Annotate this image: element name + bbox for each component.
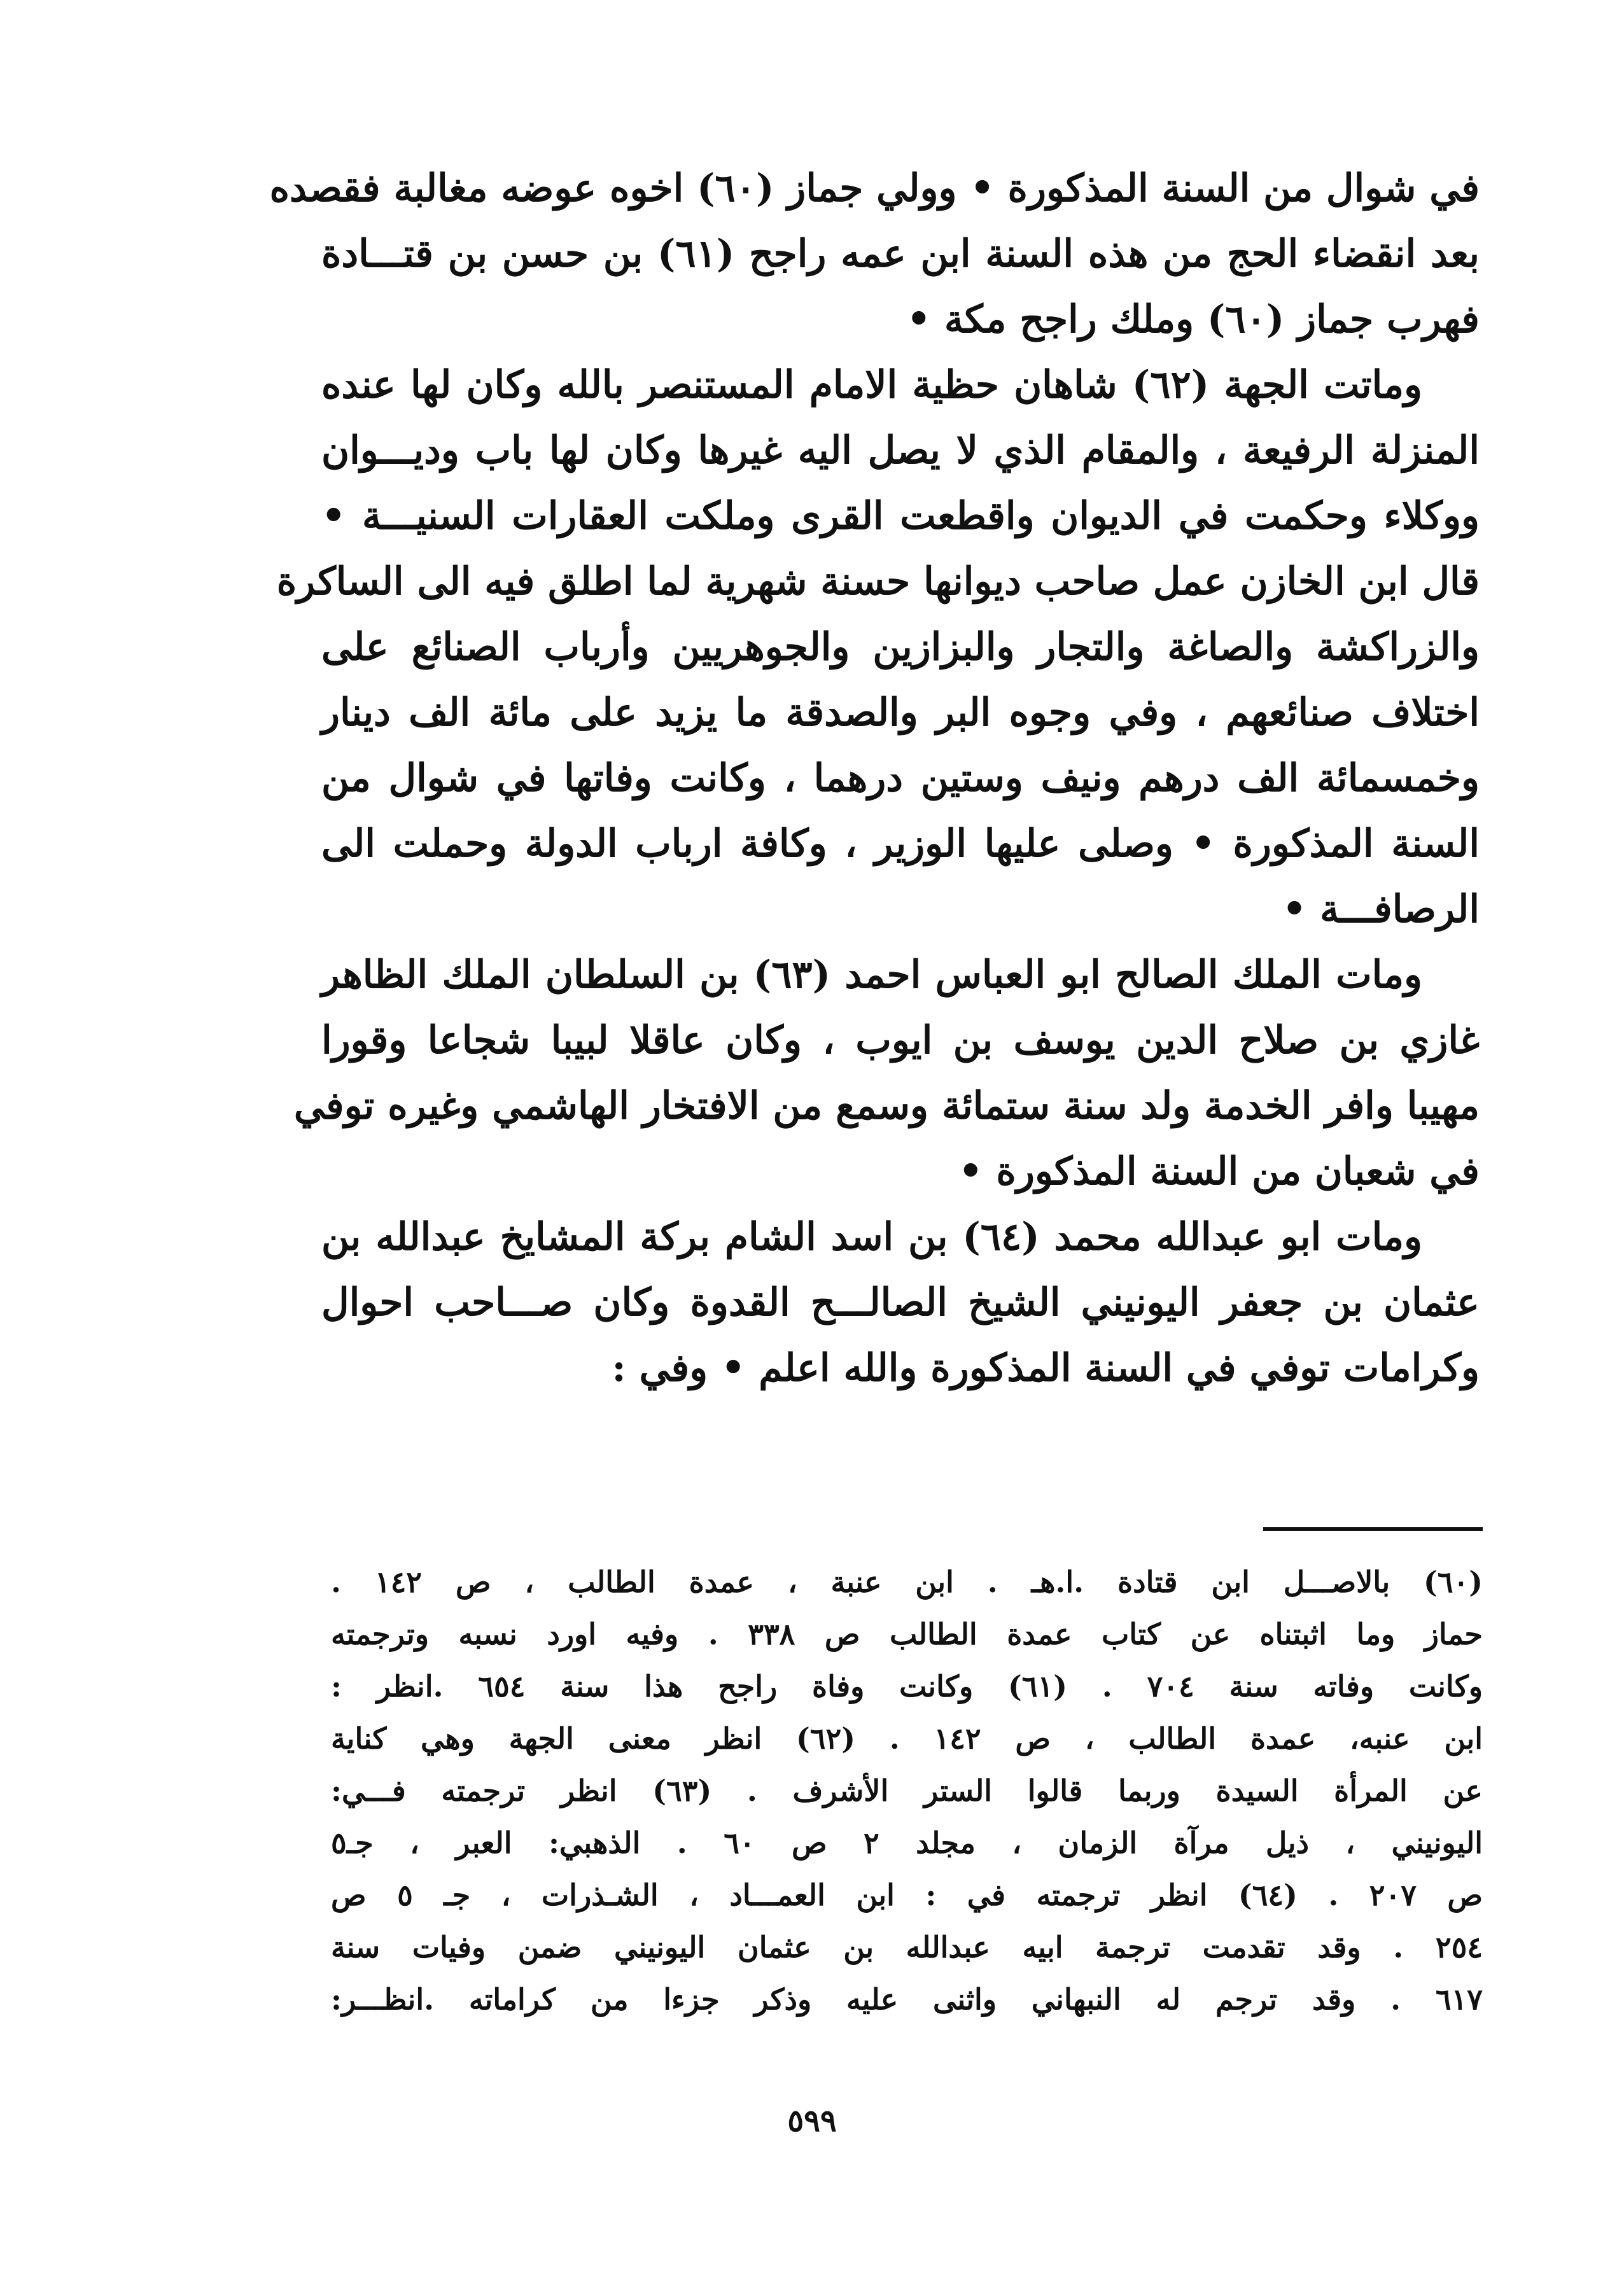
- text-line: في شعبان من السنة المذكورة •: [958, 1149, 1480, 1194]
- footnote-line: ٢٥٤ . وقد تقدمت ترجمة ابيه عبدالله بن عثمان اليونيني ضمن وفيات سنة: [331, 1930, 1483, 1964]
- text-line: السنة المذكورة • وصلى عليها الوزير ، وكافة ارباب الدولة وحملت الى: [321, 822, 1480, 866]
- text-line: فهرب جماز (٦٠) وملك راجح مكة •: [906, 297, 1480, 342]
- text-line: وكرامات توفي في السنة المذكورة والله اعلم • وفي :: [612, 1346, 1480, 1390]
- text-line: مهيبا وافر الخدمة ولد سنة ستمائة وسمع من الافتخار الهاشمي وغيره توفي: [293, 1084, 1480, 1128]
- text-line: ومات ابو عبدالله محمد (٦٤) بن اسد الشام بركة المشايخ عبدالله بن: [321, 1215, 1422, 1259]
- text-line: عثمان بن جعفر اليونيني الشيخ الصالـــح القدوة وكان صـــاحب احوال: [321, 1280, 1480, 1325]
- text-line: بعد انقضاء الحج من هذه السنة ابن عمه راجح (٦١) بن حسن بن قتـــادة: [321, 232, 1480, 276]
- text-line: ووكلاء وحكمت في الديوان واقطعت القرى وملكت العقارات السنيـــة •: [321, 494, 1480, 538]
- footnote-line: حماز وما اثبتناه عن كتاب عمدة الطالب ص ٣٣٨ . وفيه اورد نسبه وترجمته: [331, 1617, 1483, 1651]
- footnote-separator: [1263, 1527, 1483, 1531]
- text-line: والزراكشة والصاغة والتجار والبزازين والجوهريين وأرباب الصنائع على: [321, 625, 1480, 669]
- text-line: اختلاف صنائعهم ، وفي وجوه البر والصدقة ما يزيد على مائة الف دينار: [321, 690, 1480, 735]
- main-text: [269, 156, 1480, 1401]
- footnote-line: ابن عنبه، عمدة الطالب ، ص ١٤٢ . (٦٢) انظر معنى الجهة وهي كناية: [331, 1721, 1483, 1756]
- text-line: غازي بن صلاح الدين يوسف بن ايوب ، وكان عاقلا لبيبا شجاعا وقورا: [321, 1018, 1480, 1063]
- text-line: وماتت الجهة (٦٢) شاهان حظية الامام المستنصر بالله وكان لها عنده: [321, 363, 1422, 407]
- text-line: ومات الملك الصالح ابو العباس احمد (٦٣) بن السلطان الملك الظاهر: [321, 953, 1423, 997]
- footnote-line: ٦١٧ . وقد ترجم له النبهاني واثنى عليه وذكر جزءا من كراماته .انظـــر:: [331, 1982, 1483, 2017]
- text-line: الرصافـــة •: [1282, 887, 1480, 932]
- text-line: قال ابن الخازن عمل صاحب ديوانها حسنة شهرية لما اطلق فيه الى الساكرة: [276, 559, 1480, 604]
- footnote-line: اليونيني ، ذيل مرآة الزمان ، مجلد ٢ ص ٦٠ . الذهبي: العبر ، جـ٥: [331, 1826, 1483, 1860]
- page-number: ٥٩٩: [787, 2103, 837, 2139]
- footnote-line: ص ٢٠٧ . (٦٤) انظر ترجمته في : ابن العمـــاد ، الشـذرات ، جـ ٥ ص: [331, 1878, 1483, 1912]
- text-line: المنزلة الرفيعة ، والمقام الذي لا يصل اليه غيرها وكان لها باب وديـــوان: [321, 428, 1480, 473]
- footnote-line: وكانت وفاته سنة ٧٠٤ . (٦١) وكانت وفاة راجح هذا سنة ٦٥٤ .انظر :: [331, 1669, 1483, 1703]
- footnote-line: (٦٠) بالاصـــل ابن قتادة .ا.هـ . ابن عنبة ، عمدة الطالب ، ص ١٤٢ .: [331, 1565, 1483, 1599]
- text-line: وخمسمائة الف درهم ونيف وستين درهما ، وكانت وفاتها في شوال من: [321, 756, 1480, 801]
- text-line: في شوال من السنة المذكورة • وولي جماز (٦٠) اخوه عوضه مغالبة فقصده: [269, 166, 1480, 211]
- footnote-line: عن المرأة السيدة وربما قالوا الستر الأشرف . (٦٣) انظر ترجمته فـــي:: [331, 1773, 1483, 1808]
- footnotes: [331, 1556, 1483, 2025]
